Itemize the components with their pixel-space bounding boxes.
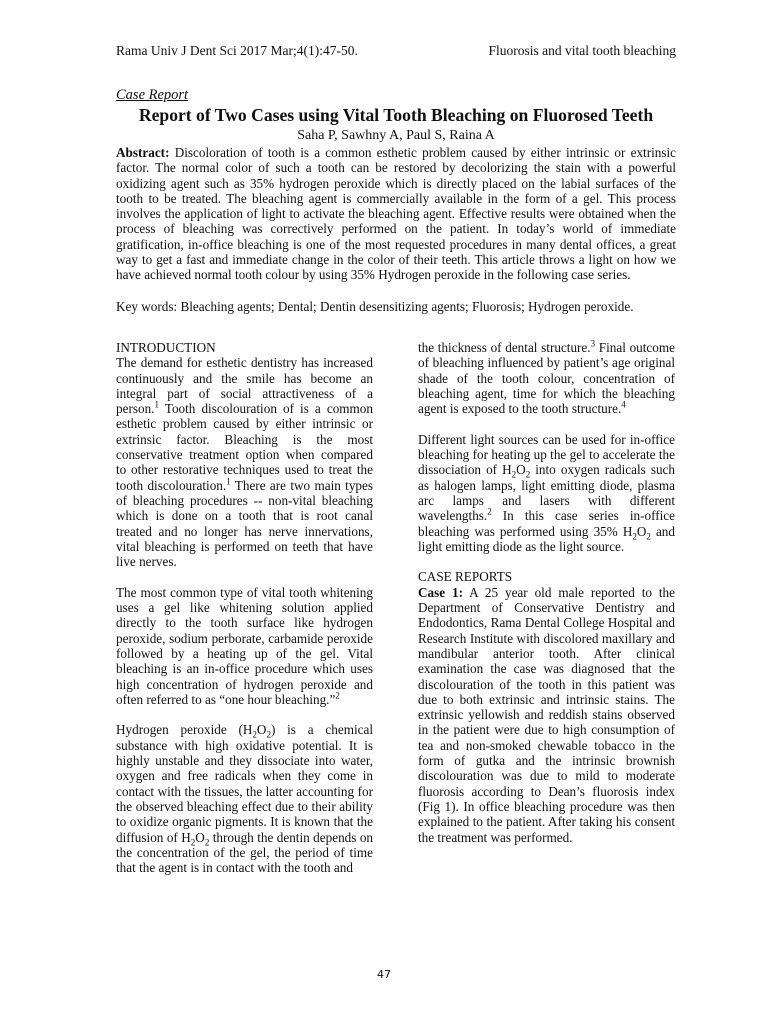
case-reports-heading: CASE REPORTS bbox=[418, 569, 513, 585]
subscript: 2 bbox=[511, 470, 517, 481]
citation-ref: 2 bbox=[487, 506, 492, 517]
author-list: Saha P, Sawhny A, Paul S, Raina A bbox=[297, 128, 495, 143]
text-run: A 25 year old male reported to the Department of Conservative Dentistry and Endodontics, Rama Dental College Hospital and Research Institute with discolored maxillary and mandibular anterior tooth. After clinical examination the case was diagnosed that the discolouration of the tooth in this patient was due to both extrinsic and intrinsic stains. The extrinsic yellowish and reddish stains observed in the patient were due to high consumption of tea and non-smoked chewable tobacco in the form of gutka and the intrinsic brownish discolouration was due to mild to moderate fluorosis according to Dean’s fluorosis index (Fig 1). In office bleaching procedure was then explained to the patient. After taking his consent the treatment was performed. bbox=[418, 584, 675, 845]
text-run: Different light sources can be used for in-office bleaching for heating up the gel to accelerate the dissociation of H bbox=[418, 431, 675, 478]
text-run: ) is a chemical substance with high oxidative potential. It is highly unstable and they dissociate into water, oxygen and free radicals when they come in contact with the tissues, the latter accounting for the observed bleaching effect due to their ability to oxidize organic pigments. It is known that the diffusion of H bbox=[116, 722, 373, 845]
text-run: Final outcome of bleaching influenced by patient’s age original shade of the tooth colour, concentration of bleaching agent, time for which the bleaching agent is exposed to the tooth structure. bbox=[418, 340, 675, 417]
text-run: O bbox=[195, 829, 205, 845]
subscript: 2 bbox=[525, 470, 531, 481]
left-column bbox=[116, 340, 373, 875]
subscript: 2 bbox=[190, 837, 196, 848]
text-run: The most common type of vital tooth whitening uses a gel like whitening solution applied directly to the tooth surface like hydrogen peroxide, sodium perborate, carbamide peroxide followed by a heating up of the gel. Vital bleaching is an in-office procedure which uses high concentration of hydrogen peroxide and often referred to as “one hour bleaching.” bbox=[116, 584, 373, 707]
introduction-heading: INTRODUCTION bbox=[116, 340, 216, 355]
text-run: into oxygen radicals such as halogen lamps, light emitting diode, plasma arc lamps and lasers with different wavelengths. bbox=[418, 462, 675, 524]
article-type-label: Case Report bbox=[116, 87, 189, 103]
text-run: Tooth discolouration of is a common esthetic problem caused by either intrinsic or extrinsic factor. Bleaching is the most conservative treatment option when compared to other restorative techniques used to treat the tooth discolouration. bbox=[116, 401, 373, 493]
citation-ref: 2 bbox=[335, 690, 340, 701]
abstract-text: Discoloration of tooth is a common esthetic problem caused by either intrinsic or extrinsic factor. The normal color of such a tooth can be restored by decolorizing the stain with a powerful oxidizing agent such as 35% hydrogen peroxide which is directly placed on the labial surfaces of the tooth to be treated. The bleaching agent is commercially available in the form of a gel. This process involves the application of light to activate the bleaching agent. Effective results were obtained when the process of bleaching was correctively performed on the patient. In today’s world of immediate gratification, in-office bleaching is one of the most requested procedures in many dental offices, a great way to get a fast and immediate change in the color of their teeth. This article throws a light on how we have achieved normal tooth colour by using 35% Hydrogen peroxide in the following case series. bbox=[116, 145, 677, 283]
article-title: Report of Two Cases using Vital Tooth Bleaching on Fluorosed Teeth bbox=[138, 105, 654, 125]
text-run: and light emitting diode as the light source. bbox=[418, 523, 675, 554]
text-run: O bbox=[256, 722, 267, 738]
introduction-paragraph-5 bbox=[418, 432, 675, 554]
subscript: 2 bbox=[204, 837, 210, 848]
text-run: There are two main types of bleaching procedures -- non-vital bleaching which is done on a tooth that is root canal treated and no longer has nerve innervations, vital bleaching is performed on teeth that have live nerves. bbox=[116, 477, 374, 570]
running-head-citation: Rama Univ J Dent Sci 2017 Mar;4(1):47-50. bbox=[116, 43, 358, 58]
text-run: through the dentin depends on the concentration of the gel, the period of time that the agent is in contact with the tooth and bbox=[116, 829, 374, 876]
text-run: O bbox=[516, 462, 526, 478]
citation-ref: 4 bbox=[621, 399, 626, 410]
text-run: Hydrogen peroxide (H bbox=[116, 722, 253, 738]
introduction-paragraph-3 bbox=[116, 722, 373, 875]
citation-ref: 3 bbox=[590, 338, 596, 349]
case-report-paragraph-1 bbox=[418, 569, 675, 844]
keywords: Key words: Bleaching agents; Dental; Dentin desensitizing agents; Fluorosis; Hydrogen peroxide. bbox=[116, 298, 634, 314]
subscript: 2 bbox=[632, 531, 637, 542]
case-1-label: Case 1: bbox=[418, 584, 463, 600]
text-run: The demand for esthetic dentistry has increased continuously and the smile has become an integral part of social attractiveness of a person. bbox=[116, 355, 373, 417]
abstract bbox=[116, 145, 676, 283]
introduction-paragraph-1 bbox=[116, 340, 373, 569]
running-head-short-title: Fluorosis and vital tooth bleaching bbox=[488, 43, 676, 58]
text-run: In this case series in-office bleaching was performed using 35% H bbox=[418, 508, 675, 539]
front-matter bbox=[116, 87, 676, 314]
introduction-paragraph-4 bbox=[418, 340, 675, 416]
text-run: O bbox=[636, 523, 647, 539]
page-number: 47 bbox=[377, 968, 391, 981]
introduction-paragraph-2 bbox=[116, 585, 373, 707]
text-run: the thickness of dental structure. bbox=[418, 340, 591, 355]
right-column bbox=[418, 340, 675, 845]
subscript: 2 bbox=[252, 730, 257, 741]
subscript: 2 bbox=[266, 730, 271, 741]
citation-ref: 1 bbox=[226, 476, 231, 487]
citation-ref: 1 bbox=[154, 399, 159, 410]
abstract-label: Abstract: bbox=[116, 145, 170, 160]
subscript: 2 bbox=[646, 531, 651, 542]
